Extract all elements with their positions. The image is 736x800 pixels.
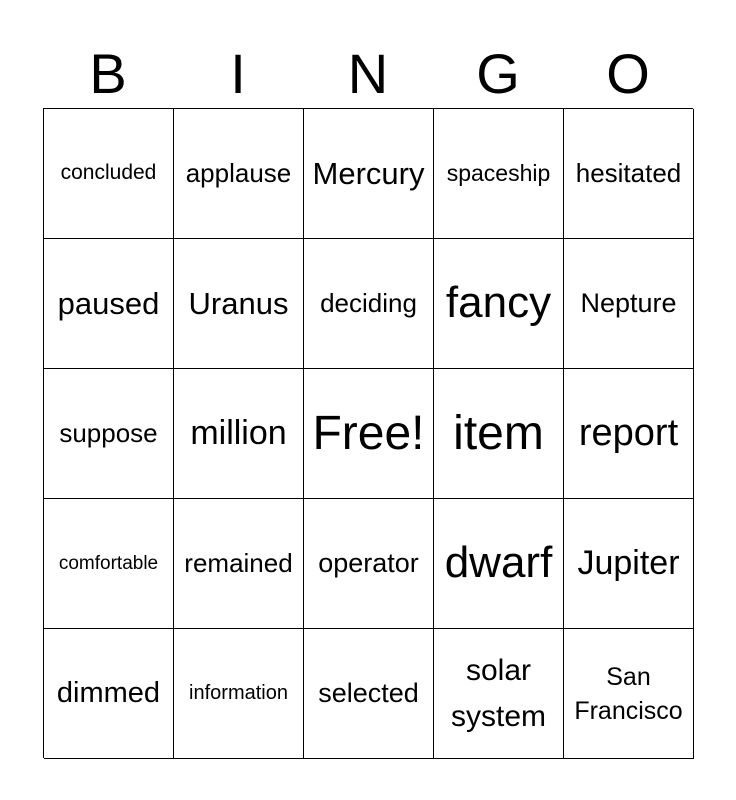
bingo-cell[interactable]: comfortable: [44, 499, 174, 629]
bingo-cell[interactable]: operator: [304, 499, 434, 629]
bingo-cell[interactable]: concluded: [44, 109, 174, 239]
bingo-cell[interactable]: Nepture: [564, 239, 694, 369]
bingo-cell[interactable]: fancy: [434, 239, 564, 369]
bingo-board: [43, 108, 693, 758]
bingo-cell[interactable]: remained: [174, 499, 304, 629]
bingo-cell[interactable]: spaceship: [434, 109, 564, 239]
bingo-cell[interactable]: deciding: [304, 239, 434, 369]
bingo-cell[interactable]: selected: [304, 629, 434, 759]
free-space-cell[interactable]: Free!: [304, 369, 434, 499]
header-letter-n: N: [347, 42, 389, 105]
bingo-cell[interactable]: suppose: [44, 369, 174, 499]
bingo-cell[interactable]: million: [174, 369, 304, 499]
bingo-header: [43, 40, 693, 108]
header-letter-o: O: [606, 42, 650, 105]
bingo-cell[interactable]: dimmed: [44, 629, 174, 759]
bingo-cell[interactable]: Mercury: [304, 109, 434, 239]
bingo-cell[interactable]: solar system: [434, 629, 564, 759]
bingo-cell[interactable]: San Francisco: [564, 629, 694, 759]
header-letter-b: B: [89, 42, 127, 105]
bingo-cell[interactable]: hesitated: [564, 109, 694, 239]
bingo-cell[interactable]: dwarf: [434, 499, 564, 629]
header-letter-g: G: [476, 42, 520, 105]
bingo-cell[interactable]: paused: [44, 239, 174, 369]
bingo-cell[interactable]: applause: [174, 109, 304, 239]
bingo-cell[interactable]: item: [434, 369, 564, 499]
bingo-cell[interactable]: report: [564, 369, 694, 499]
bingo-cell[interactable]: Uranus: [174, 239, 304, 369]
bingo-cell[interactable]: information: [174, 629, 304, 759]
header-letter-i: I: [230, 42, 246, 105]
bingo-cell[interactable]: Jupiter: [564, 499, 694, 629]
